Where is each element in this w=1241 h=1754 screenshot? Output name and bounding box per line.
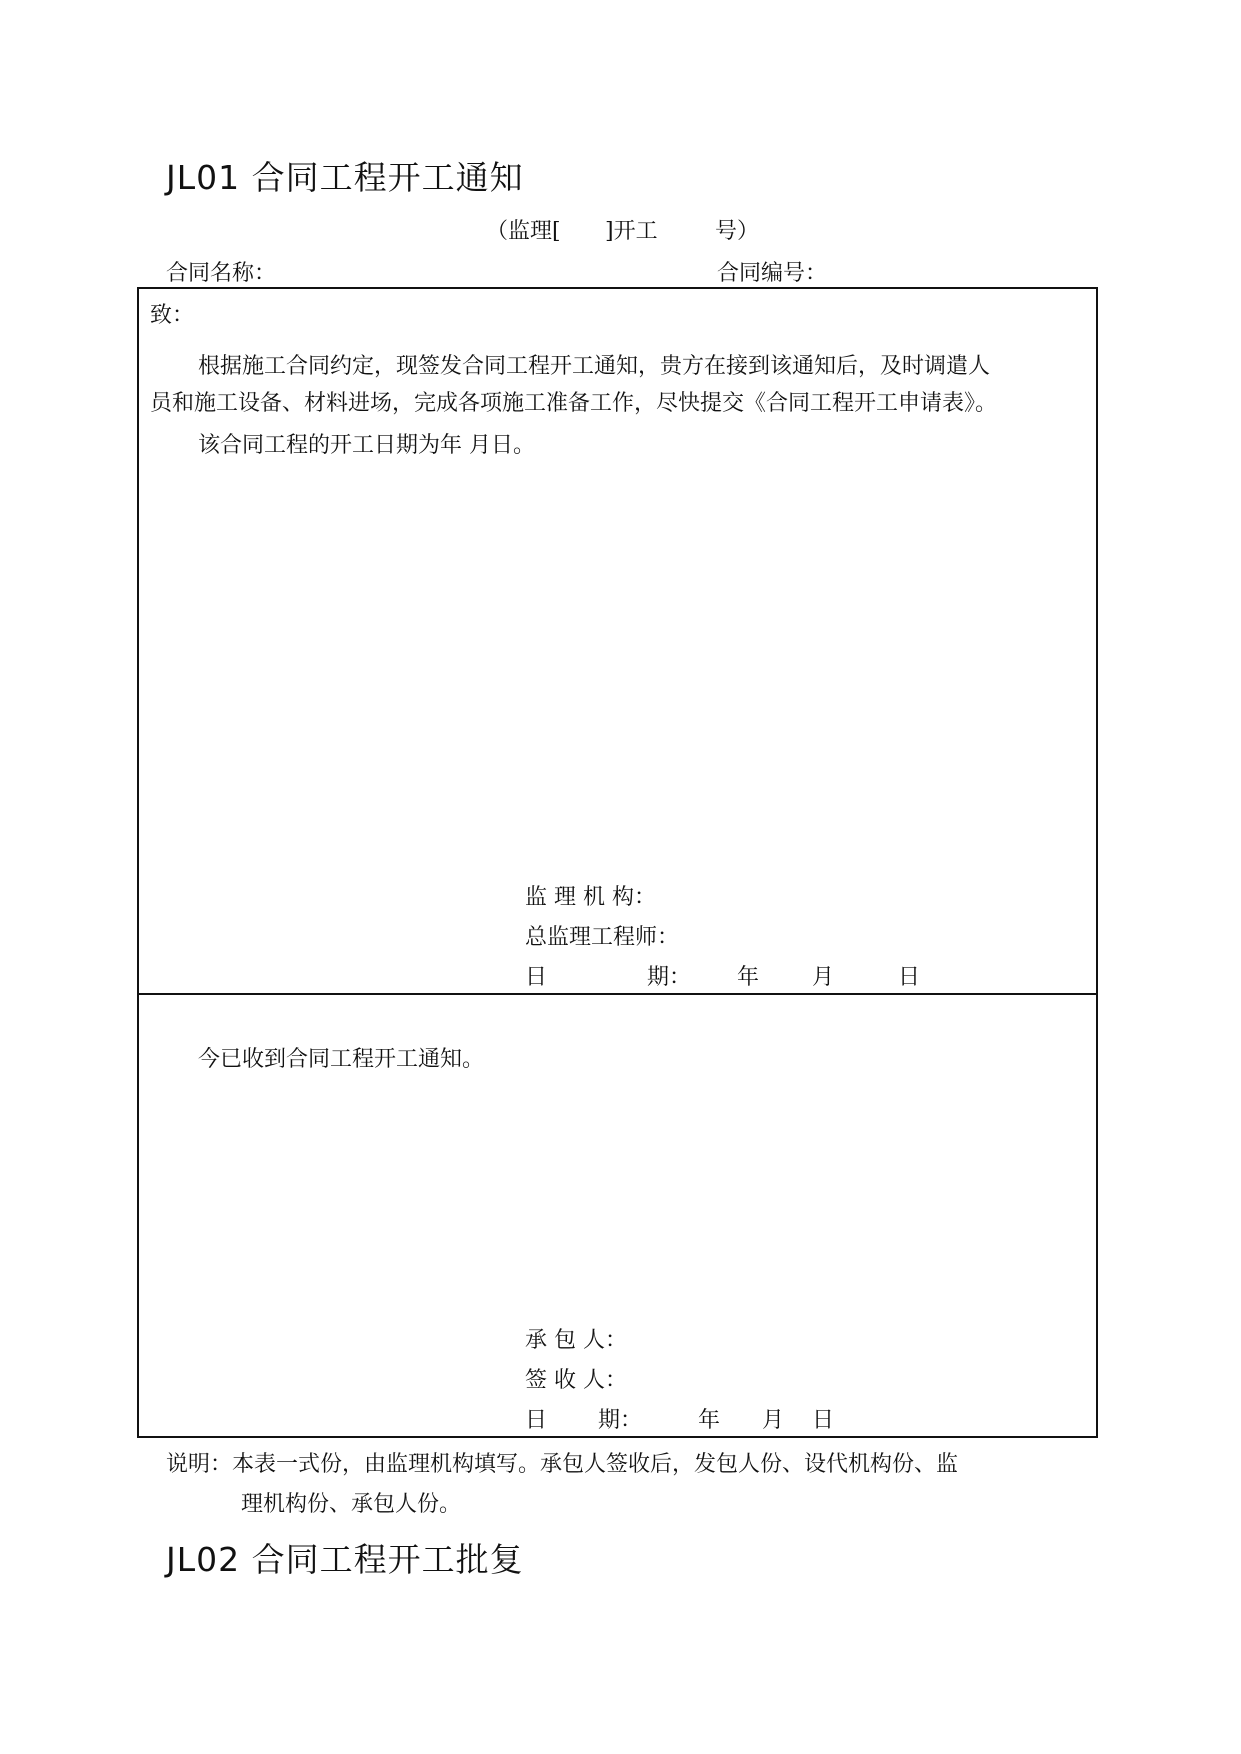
next-form-title: JL02 合同工程开工批复 [166, 1540, 524, 1579]
receipt-date-day: 日 [812, 1408, 835, 1433]
supervision-org-label: 监 理 机 构： [525, 885, 656, 910]
note-line-1: 说明：本表一式份，由监理机构填写。承包人签收后，发包人份、设代机构份、监 [166, 1452, 959, 1477]
form-title: JL01 合同工程开工通知 [166, 158, 524, 197]
contractor-label: 承 包 人： [525, 1328, 627, 1353]
receipt-date-year: 年 [698, 1408, 721, 1433]
ref-close: 号） [715, 219, 760, 244]
notice-body-line-3: 该合同工程的开工日期为年 月日。 [198, 433, 535, 458]
receipt-body: 今已收到合同工程开工通知。 [198, 1047, 485, 1072]
contract-number-label: 合同编号： [717, 261, 828, 286]
to-label: 致： [150, 303, 195, 328]
receipt-date-month: 月 [762, 1408, 785, 1433]
date-year: 年 [737, 965, 760, 990]
ref-open: （监理[ [486, 219, 561, 244]
date-label-qi: 期： [647, 965, 692, 990]
ref-mid: ]开工 [605, 219, 658, 244]
contract-name-label: 合同名称： [166, 261, 277, 286]
date-month: 月 [812, 965, 835, 990]
chief-engineer-label: 总监理工程师： [525, 925, 680, 950]
notice-body-line-2: 员和施工设备、材料进场，完成各项施工准备工作，尽快提交《合同工程开工申请表》。 [150, 391, 998, 416]
date-day: 日 [898, 965, 921, 990]
note-line-2: 理机构份、承包人份。 [241, 1492, 462, 1517]
receipt-date-qi: 期： [598, 1408, 643, 1433]
date-label-ri: 日 [525, 965, 548, 990]
notice-body-line-1: 根据施工合同约定，现签发合同工程开工通知，贵方在接到该通知后，及时调遣人 [198, 354, 991, 379]
receipt-date-ri: 日 [525, 1408, 548, 1433]
receiver-label: 签 收 人： [525, 1368, 627, 1393]
